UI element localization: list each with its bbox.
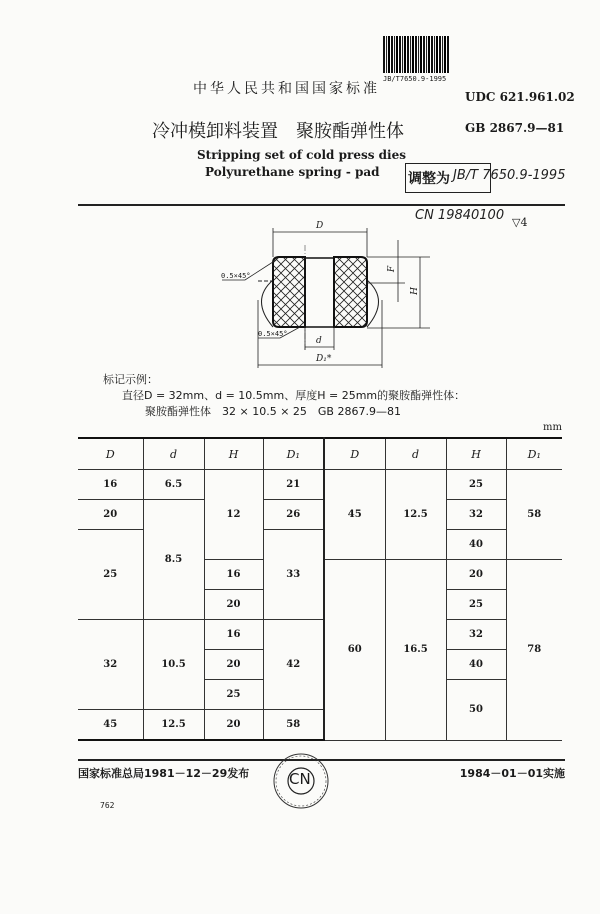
page-title: 冷冲模卸料装置 聚胺酯弹性体: [152, 121, 404, 142]
cell: 50: [446, 680, 506, 741]
dimension-table: [78, 437, 562, 741]
revision-stamp-text: 调整为: [408, 171, 450, 187]
seal-text: CN: [289, 770, 311, 788]
effective-date: 1984－01－01实施: [459, 767, 565, 780]
cell: 25: [78, 530, 143, 620]
dim-label-d: d: [316, 336, 322, 346]
cell: 12: [204, 470, 263, 560]
cell: 21: [263, 470, 324, 500]
revision-handwritten: JB/T 7650.9-1995: [453, 168, 566, 183]
chamfer-label-bottom: 0.5×45°: [258, 330, 288, 338]
dimension-lines: [222, 228, 430, 368]
header-D: D: [324, 438, 385, 470]
handwritten-code: CN 19840100: [415, 208, 505, 223]
cell: 16.5: [385, 560, 446, 741]
example-heading: 标记示例：: [103, 373, 158, 386]
cell: 40: [446, 530, 506, 560]
cell: 8.5: [143, 500, 204, 620]
polyurethane-pad-drawing: [200, 210, 460, 375]
title-en-line2: Polyurethane spring - pad: [205, 165, 380, 179]
cell: 20: [204, 650, 263, 680]
cell: 16: [78, 470, 143, 500]
cell: 40: [446, 650, 506, 680]
header-H: H: [204, 438, 263, 470]
standard-type: 中华人民共和国国家标准: [193, 81, 380, 97]
dim-label-D: D: [316, 221, 324, 231]
pad-cross-section: [273, 257, 367, 327]
cell: 60: [324, 560, 385, 741]
example-line2: 聚胺酯弹性体 32 × 10.5 × 25 GB 2867.9—81: [145, 405, 401, 418]
cell: 78: [506, 560, 562, 741]
roughness-mark: ▽4: [512, 216, 528, 229]
cell: 16: [204, 560, 263, 590]
table-row: [78, 620, 562, 650]
cell: 42: [263, 620, 324, 710]
cell: 26: [263, 500, 324, 530]
barcode: [383, 36, 450, 73]
cell: 10.5: [143, 620, 204, 710]
cell: 12.5: [385, 470, 446, 560]
cell: 6.5: [143, 470, 204, 500]
header-d: d: [385, 438, 446, 470]
cell: 25: [446, 470, 506, 500]
cell: 12.5: [143, 710, 204, 741]
cell: 16: [204, 620, 263, 650]
cell: 32: [446, 500, 506, 530]
header-divider: [78, 204, 565, 206]
example-line1: 直径D = 32mm、d = 10.5mm、厚度H = 25mm的聚胺酯弹性体：: [122, 389, 466, 402]
header-d: d: [143, 438, 204, 470]
header-D1: D₁: [263, 438, 324, 470]
cell: 32: [78, 620, 143, 710]
cell: 25: [204, 680, 263, 710]
cell: 20: [78, 500, 143, 530]
chamfer-label-top: 0.5×45°: [221, 272, 251, 280]
header-D1: D₁: [506, 438, 562, 470]
table-row: [78, 500, 562, 530]
cell: 25: [446, 590, 506, 620]
dim-label-F: F: [387, 265, 398, 273]
table-header-row: [78, 438, 562, 470]
cell: 45: [324, 470, 385, 560]
issue-date: 国家标准总局1981－12－29发布: [78, 767, 250, 780]
gb-number: GB 2867.9—81: [465, 121, 565, 135]
cell: 20: [446, 560, 506, 590]
cell: 58: [263, 710, 324, 741]
dim-label-D1: D₁*: [316, 354, 332, 364]
cell: 32: [446, 620, 506, 650]
cell: 20: [204, 710, 263, 741]
cell: 20: [204, 590, 263, 620]
page-number: 762: [100, 801, 115, 810]
header-H: H: [446, 438, 506, 470]
dim-label-H: H: [409, 287, 420, 295]
barcode-label: JB/T7650.9-1995: [383, 75, 447, 83]
cell: 33: [263, 530, 324, 620]
cell: 45: [78, 710, 143, 741]
udc-number: UDC 621.961.02: [465, 90, 575, 104]
title-en-line1: Stripping set of cold press dies: [197, 148, 406, 162]
unit-label: mm: [543, 422, 562, 433]
table-row: [78, 470, 562, 500]
cell: 58: [506, 470, 562, 560]
header-D: D: [78, 438, 143, 470]
